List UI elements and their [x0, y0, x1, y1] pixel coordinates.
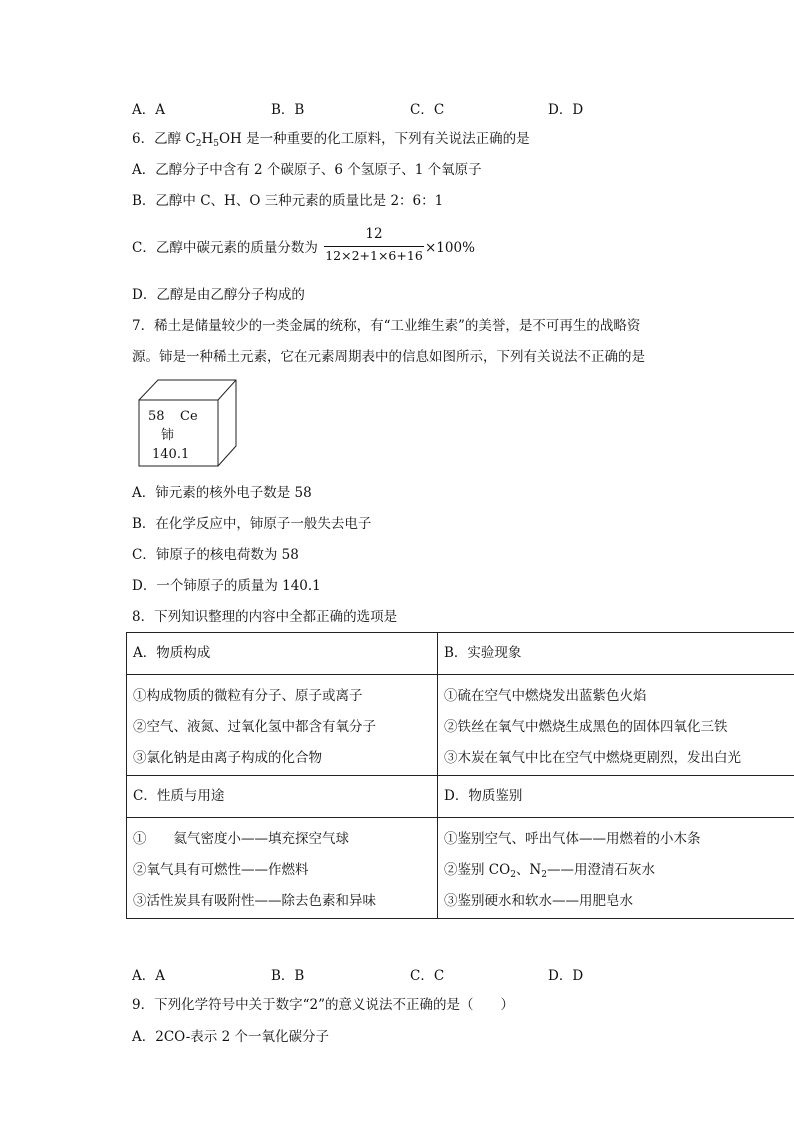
q6-fraction-numerator: 12: [365, 226, 383, 242]
q6-option-d: D．乙醇是由乙醇分子构成的: [132, 287, 305, 303]
cell-a-item: ①构成物质的微粒有分子、原子或离子: [133, 688, 363, 704]
element-number: 58: [148, 409, 165, 424]
cell-d-item2-pre: ②鉴别 CO: [444, 862, 511, 878]
q8-stem: 8．下列知识整理的内容中全都正确的选项是: [132, 609, 398, 625]
cell-d-item: ①鉴别空气、呼出气体——用燃着的小木条: [444, 831, 701, 847]
q6-stem-pre: 6．乙醇 C: [132, 131, 196, 147]
element-mass: 140.1: [152, 447, 190, 462]
q9-stem: 9．下列化学符号中关于数字“2”的意义说法不正确的是（ ）: [132, 997, 514, 1013]
cell-b-item: ③木炭在氧气中比在空气中燃烧更剧烈，发出白光: [444, 750, 741, 766]
q6-option-a: A．乙醇分子中含有 2 个碳原子、6 个氢原子、1 个氧原子: [132, 162, 482, 178]
element-symbol: Ce: [180, 409, 198, 424]
cell-a-body: [127, 675, 438, 776]
knowledge-table: [126, 632, 794, 919]
q7-option-c: C．铈原子的核电荷数为 58: [132, 547, 299, 563]
q7-option-b: B．在化学反应中，铈原子一般失去电子: [132, 516, 372, 532]
cell-b-item: ①硫在空气中燃烧发出蓝紫色火焰: [444, 688, 647, 704]
q6-stem-sub2: 5: [213, 139, 219, 149]
q9-option-a: A．2CO-表示 2 个一氧化碳分子: [132, 1029, 329, 1045]
cell-c-item: ① 氦气密度小——填充探空气球: [133, 831, 349, 847]
cell-c-item: ②氧气具有可燃性——作燃料: [133, 862, 309, 878]
q8-option-c: C．C: [410, 968, 445, 984]
cell-b-title: B．实验现象: [444, 645, 522, 661]
q7-option-d: D．一个铈原子的质量为 140.1: [132, 578, 321, 594]
cell-d-item2-mid: 、N: [515, 862, 542, 878]
cell-d-header: [438, 776, 794, 818]
q7-option-a: A．铈元素的核外电子数是 58: [132, 485, 312, 501]
cell-d-item2-sub1: 2: [510, 870, 516, 880]
q6-option-c-text: C．乙醇中碳元素的质量分数为: [132, 240, 318, 256]
cell-a-header: [127, 633, 438, 675]
cell-b-header: [438, 633, 794, 675]
q6-fraction-bar: [324, 246, 424, 247]
q6-fraction-denominator: 12×2+1×6+16: [325, 248, 423, 263]
cell-d-body: [438, 818, 794, 919]
cell-d-item2-post: ——用澄清石灰水: [546, 862, 655, 878]
cell-a-title: A．物质构成: [133, 645, 211, 661]
q6-option-c-tail: ×100%: [425, 240, 475, 256]
q6-stem-mid: H: [201, 131, 214, 147]
q8-option-a: A．A: [132, 968, 165, 984]
q8-option-d: D．D: [548, 968, 584, 984]
q7-stem-line1: 7．稀土是储量较少的一类金属的统称，有“工业维生素”的美誉，是不可再生的战略资: [132, 318, 641, 334]
cell-d-item: ③鉴别硬水和软水——用肥皂水: [444, 893, 633, 909]
cell-a-item: ②空气、液氮、过氧化氢中都含有氧分子: [133, 719, 376, 735]
element-name: 铈: [161, 428, 175, 443]
cell-d-item: [444, 855, 794, 886]
cell-c-body: [127, 818, 438, 919]
element-cell: [138, 378, 238, 468]
q6-fraction: [324, 226, 424, 266]
cell-b-body: [438, 675, 794, 776]
cell-c-title: C．性质与用途: [133, 788, 225, 804]
cell-c-item: ③活性炭具有吸附性——除去色素和异味: [133, 893, 376, 909]
cell-b-item: ②铁丝在氧气中燃烧生成黑色的固体四氧化三铁: [444, 719, 728, 735]
cell-c-header: [127, 776, 438, 818]
q8-option-b: B．B: [271, 968, 305, 984]
q6-stem: [132, 130, 530, 148]
q6-option-b: B．乙醇中 C、H、O 三种元素的质量比是 2：6：1: [132, 193, 444, 209]
q5-option-c: C．C: [410, 102, 445, 118]
cell-a-item: ③氯化钠是由离子构成的化合物: [133, 750, 322, 766]
q6-stem-sub1: 2: [195, 139, 202, 149]
q7-stem-line2: 源。铈是一种稀土元素，它在元素周期表中的信息如图所示，下列有关说法不正确的是: [132, 349, 645, 365]
q6-stem-post: OH 是一种重要的化工原料，下列有关说法正确的是: [218, 131, 530, 147]
q5-option-d: D．D: [548, 102, 584, 118]
q5-option-b: B．B: [271, 102, 305, 118]
cell-d-item2-sub2: 2: [541, 870, 547, 880]
cell-d-title: D．物质鉴别: [444, 788, 523, 804]
q5-option-a: A．A: [132, 102, 165, 118]
